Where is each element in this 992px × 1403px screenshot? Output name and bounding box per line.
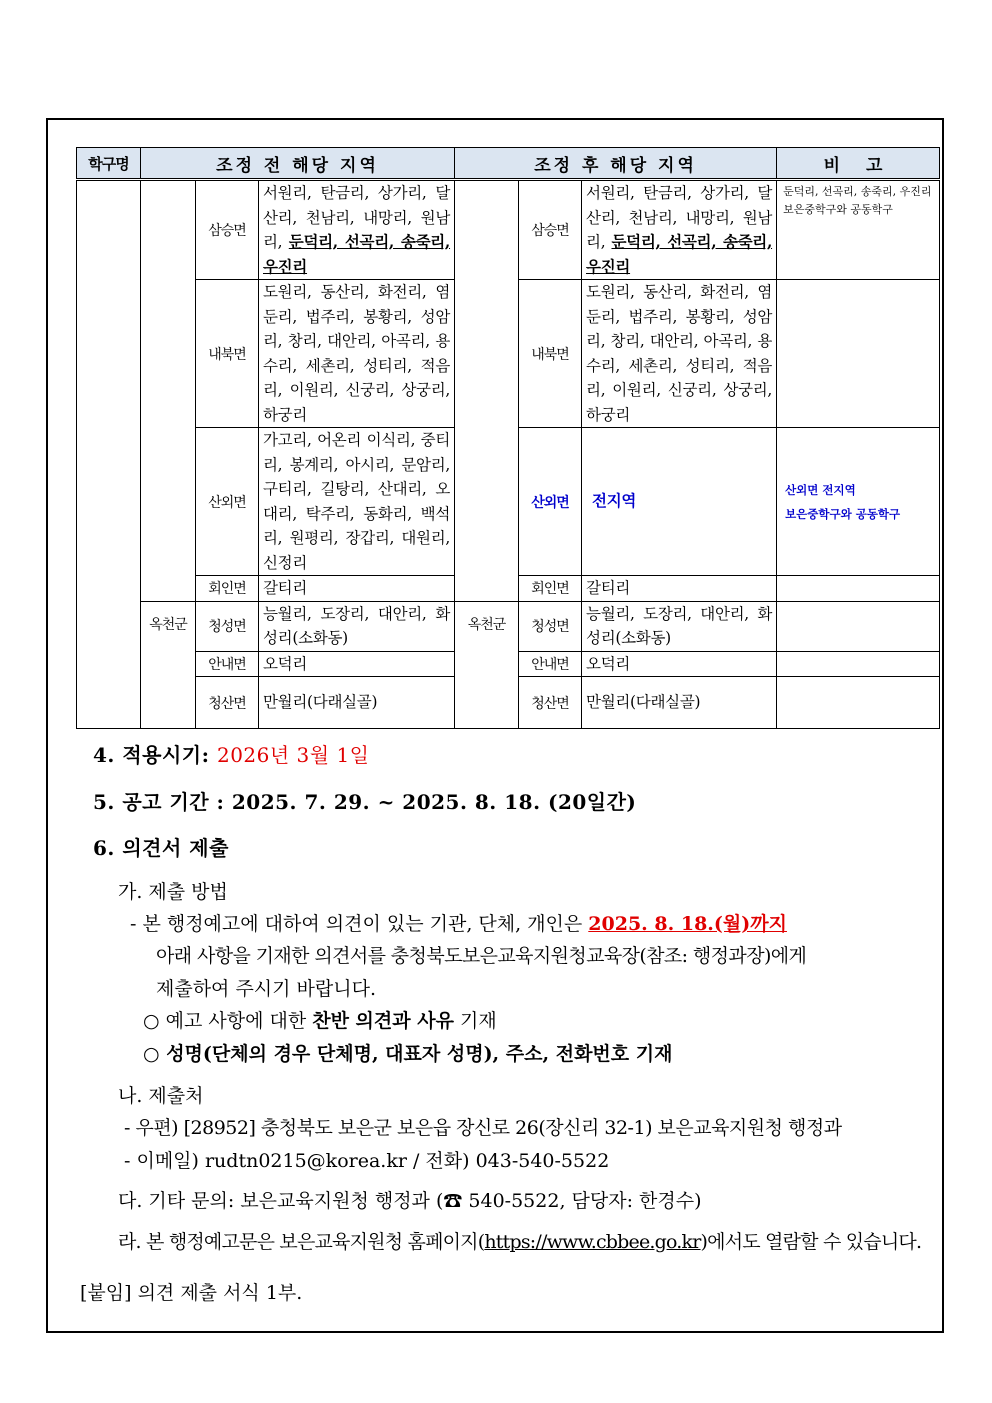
myeon-cheongseong-after: 청성면 <box>519 601 582 651</box>
table-row <box>77 601 940 651</box>
district-cell <box>77 180 141 729</box>
myeon-samseung-after: 삼승면 <box>519 180 582 280</box>
note-sanoe-line1: 산외면 전지역 <box>785 482 856 497</box>
header-after: 조정 후 해당 지역 <box>455 148 777 180</box>
header-district: 학구명 <box>77 148 141 180</box>
ri-sanoe-after: 전지역 <box>582 428 777 576</box>
subsection-na-title: 나. 제출처 <box>118 1085 204 1107</box>
ri-annae-after: 오덕리 <box>582 651 777 677</box>
gun-cell-after-upper <box>455 180 519 602</box>
note-naebuk <box>777 280 940 428</box>
ga-line2: 아래 사항을 기재한 의견서를 충청북도보은교육지원청교육장(참조: 행정과장)에게 <box>156 945 807 967</box>
myeon-annae-after: 안내면 <box>519 651 582 677</box>
myeon-naebuk: 내북면 <box>196 280 259 428</box>
section-4-effective-date: 4. 적용시기: 2026년 3월 1일 <box>93 743 370 767</box>
circle-item-1: ○ 예고 사항에 대한 찬반 의견과 사유 기재 <box>143 1010 497 1032</box>
myeon-cheongseong: 청성면 <box>196 601 259 651</box>
ri-sanoe-before: 가고리, 어온리 이식리, 중티리, 봉계리, 아시리, 문암리, 구티리, 길탕리, 산대리, 오대리, 탁주리, 동화리, 백석리, 원평리, 장갑리, 대원리, 신정리 <box>259 428 455 576</box>
deadline-text: 2025. 8. 18.(월)까지 <box>588 913 787 935</box>
ri-samseung-before: 서원리, 탄금리, 상가리, 달산리, 천남리, 내망리, 원남리, 둔덕리, 선곡리, 송죽리, 우진리 <box>259 180 455 280</box>
note-cheongsan <box>777 677 940 729</box>
note-hoein <box>777 576 940 602</box>
note-annae <box>777 651 940 677</box>
gun-okcheon-after: 옥천군 <box>455 601 519 729</box>
note-samseung: 둔덕리, 선곡리, 송죽리, 우진리 보은중학구와 공동학구 <box>777 180 940 280</box>
myeon-annae: 안내면 <box>196 651 259 677</box>
myeon-cheongsan: 청산면 <box>196 677 259 729</box>
myeon-hoein: 회인면 <box>196 576 259 602</box>
myeon-sanoe: 산외면 <box>196 428 259 576</box>
subsection-da-inquiry: 다. 기타 문의: 보은교육지원청 행정과 (☎ 540-5522, 담당자: 한경수) <box>118 1190 702 1212</box>
note-sanoe-line2: 보은중학구와 공동학구 <box>785 506 901 521</box>
ri-samseung-after: 서원리, 탄금리, 상가리, 달산리, 천남리, 내망리, 원남리, 둔덕리, 선곡리, 송죽리, 우진리 <box>582 180 777 280</box>
ga-line3: 제출하여 주시기 바랍니다. <box>156 978 377 1000</box>
attachment-note: [붙임] 의견 제출 서식 1부. <box>80 1282 303 1304</box>
myeon-samseung: 삼승면 <box>196 180 259 280</box>
section-5-notice-period: 5. 공고 기간 : 2025. 7. 29. ~ 2025. 8. 18. (20일간) <box>93 790 637 814</box>
ri-hoein-after: 갈티리 <box>582 576 777 602</box>
ri-annae-before: 오덕리 <box>259 651 455 677</box>
na-email-phone: - 이메일) rudtn0215@korea.kr / 전화) 043-540-5522 <box>124 1150 610 1172</box>
section-6-title: 6. 의견서 제출 <box>93 836 229 860</box>
ga-line1: - 본 행정예고에 대하여 의견이 있는 기관, 단체, 개인은 2025. 8. 18.(월)까지 <box>130 913 787 935</box>
ri-cheongseong-before: 능월리, 도장리, 대안리, 화성리(소화동) <box>259 601 455 651</box>
note-sanoe <box>777 428 940 576</box>
ri-hoein-before: 갈티리 <box>259 576 455 602</box>
gun-cell-before-upper <box>141 180 196 602</box>
header-before: 조정 전 해당 지역 <box>141 148 455 180</box>
ri-cheongseong-after: 능월리, 도장리, 대안리, 화성리(소화동) <box>582 601 777 651</box>
circle-item-2: ○ 성명(단체의 경우 단체명, 대표자 성명), 주소, 전화번호 기재 <box>143 1043 673 1065</box>
myeon-cheongsan-after: 청산면 <box>519 677 582 729</box>
subsection-ra-homepage: 라. 본 행정예고문은 보은교육지원청 홈페이지(https://www.cbbee.go.kr)에서도 열람할 수 있습니다. <box>118 1231 922 1253</box>
ri-naebuk-before: 도원리, 동산리, 화전리, 염둔리, 법주리, 봉황리, 성암리, 창리, 대안리, 아곡리, 용수리, 세촌리, 성티리, 적음리, 이원리, 신궁리, 상궁리, 하궁리 <box>259 280 455 428</box>
table-row <box>77 180 940 280</box>
note-cheongseong <box>777 601 940 651</box>
ri-naebuk-after: 도원리, 동산리, 화전리, 염둔리, 법주리, 봉황리, 성암리, 창리, 대안리, 아곡리, 용수리, 세촌리, 성티리, 적음리, 이원리, 신궁리, 상궁리, 하궁리 <box>582 280 777 428</box>
table-header-row <box>77 148 940 180</box>
header-note: 비 고 <box>777 148 940 180</box>
myeon-sanoe-after: 산외면 <box>519 428 582 576</box>
myeon-hoein-after: 회인면 <box>519 576 582 602</box>
region-table <box>76 147 940 729</box>
gun-okcheon-before: 옥천군 <box>141 601 196 729</box>
ri-cheongsan-after: 만월리(다래실골) <box>582 677 777 729</box>
ri-cheongsan-before: 만월리(다래실골) <box>259 677 455 729</box>
homepage-link[interactable]: https://www.cbbee.go.kr <box>484 1231 701 1253</box>
effective-date-value: 2026년 3월 1일 <box>216 743 370 767</box>
subsection-ga-title: 가. 제출 방법 <box>118 881 228 903</box>
myeon-naebuk-after: 내북면 <box>519 280 582 428</box>
na-postal-address: - 우편) [28952] 충청북도 보은군 보은읍 장신로 26(장신리 32-1) 보은교육지원청 행정과 <box>124 1117 842 1139</box>
